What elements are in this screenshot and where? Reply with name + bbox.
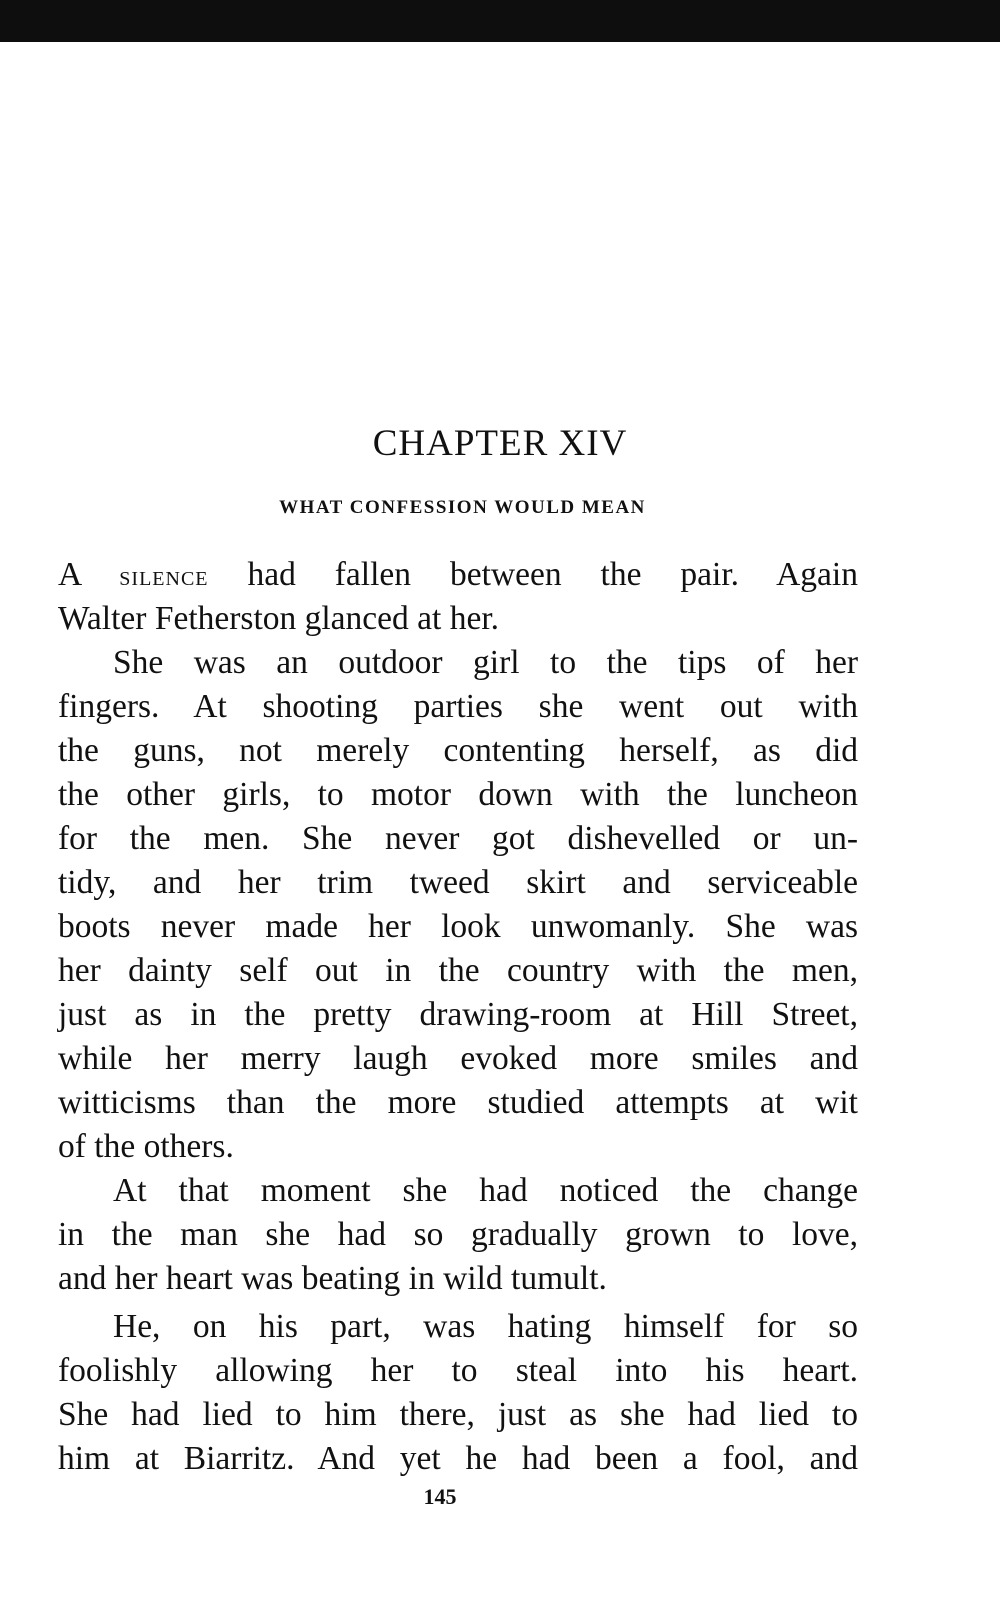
text-line: foolishly allowing her to steal into his heart. [58,1352,858,1389]
text-line: her dainty self out in the country with the men, [58,952,858,989]
text-line: just as in the pretty drawing-room at Hill Street, [58,996,858,1033]
text-line: the other girls, to motor down with the luncheon [58,776,858,813]
paragraph-start-line: At that moment she had noticed the change [113,1172,858,1209]
page-number: 145 [423,1484,457,1509]
chapter-heading: CHAPTER XIV [372,423,628,464]
text-line: in the man she had so gradually grown to love, [58,1216,858,1253]
opening-smallcaps: silence [119,561,209,592]
text-line: boots never made her look unwomanly. She was [58,908,858,945]
text-line: fingers. At shooting parties she went out with [58,688,858,725]
opening-initial: A [58,556,120,593]
text-line: tidy, and her trim tweed skirt and serviceable [58,864,858,901]
scan-top-border [0,0,1000,42]
text-line: witticisms than the more studied attempts at wit [58,1084,858,1121]
text-line: Walter Fetherston glanced at her. [58,600,500,637]
text-line: the guns, not merely contenting herself, as did [58,732,858,769]
text-line: of the others. [58,1128,234,1165]
chapter-subtitle: WHAT CONFESSION WOULD MEAN [279,497,646,518]
text-line: while her merry laugh evoked more smiles and [58,1040,858,1077]
text-line: for the men. She never got dishevelled or un- [58,820,858,857]
paragraph-start-line: He, on his part, was hating himself for so [113,1308,858,1345]
text-line: She had lied to him there, just as she had lied to [58,1396,858,1433]
text-line: him at Biarritz. And yet he had been a fool, and [58,1440,858,1477]
text-line: A silence had fallen between the pair. Again [58,556,858,593]
paragraph-start-line: She was an outdoor girl to the tips of her [113,644,858,681]
text-line: and her heart was beating in wild tumult. [58,1260,607,1297]
